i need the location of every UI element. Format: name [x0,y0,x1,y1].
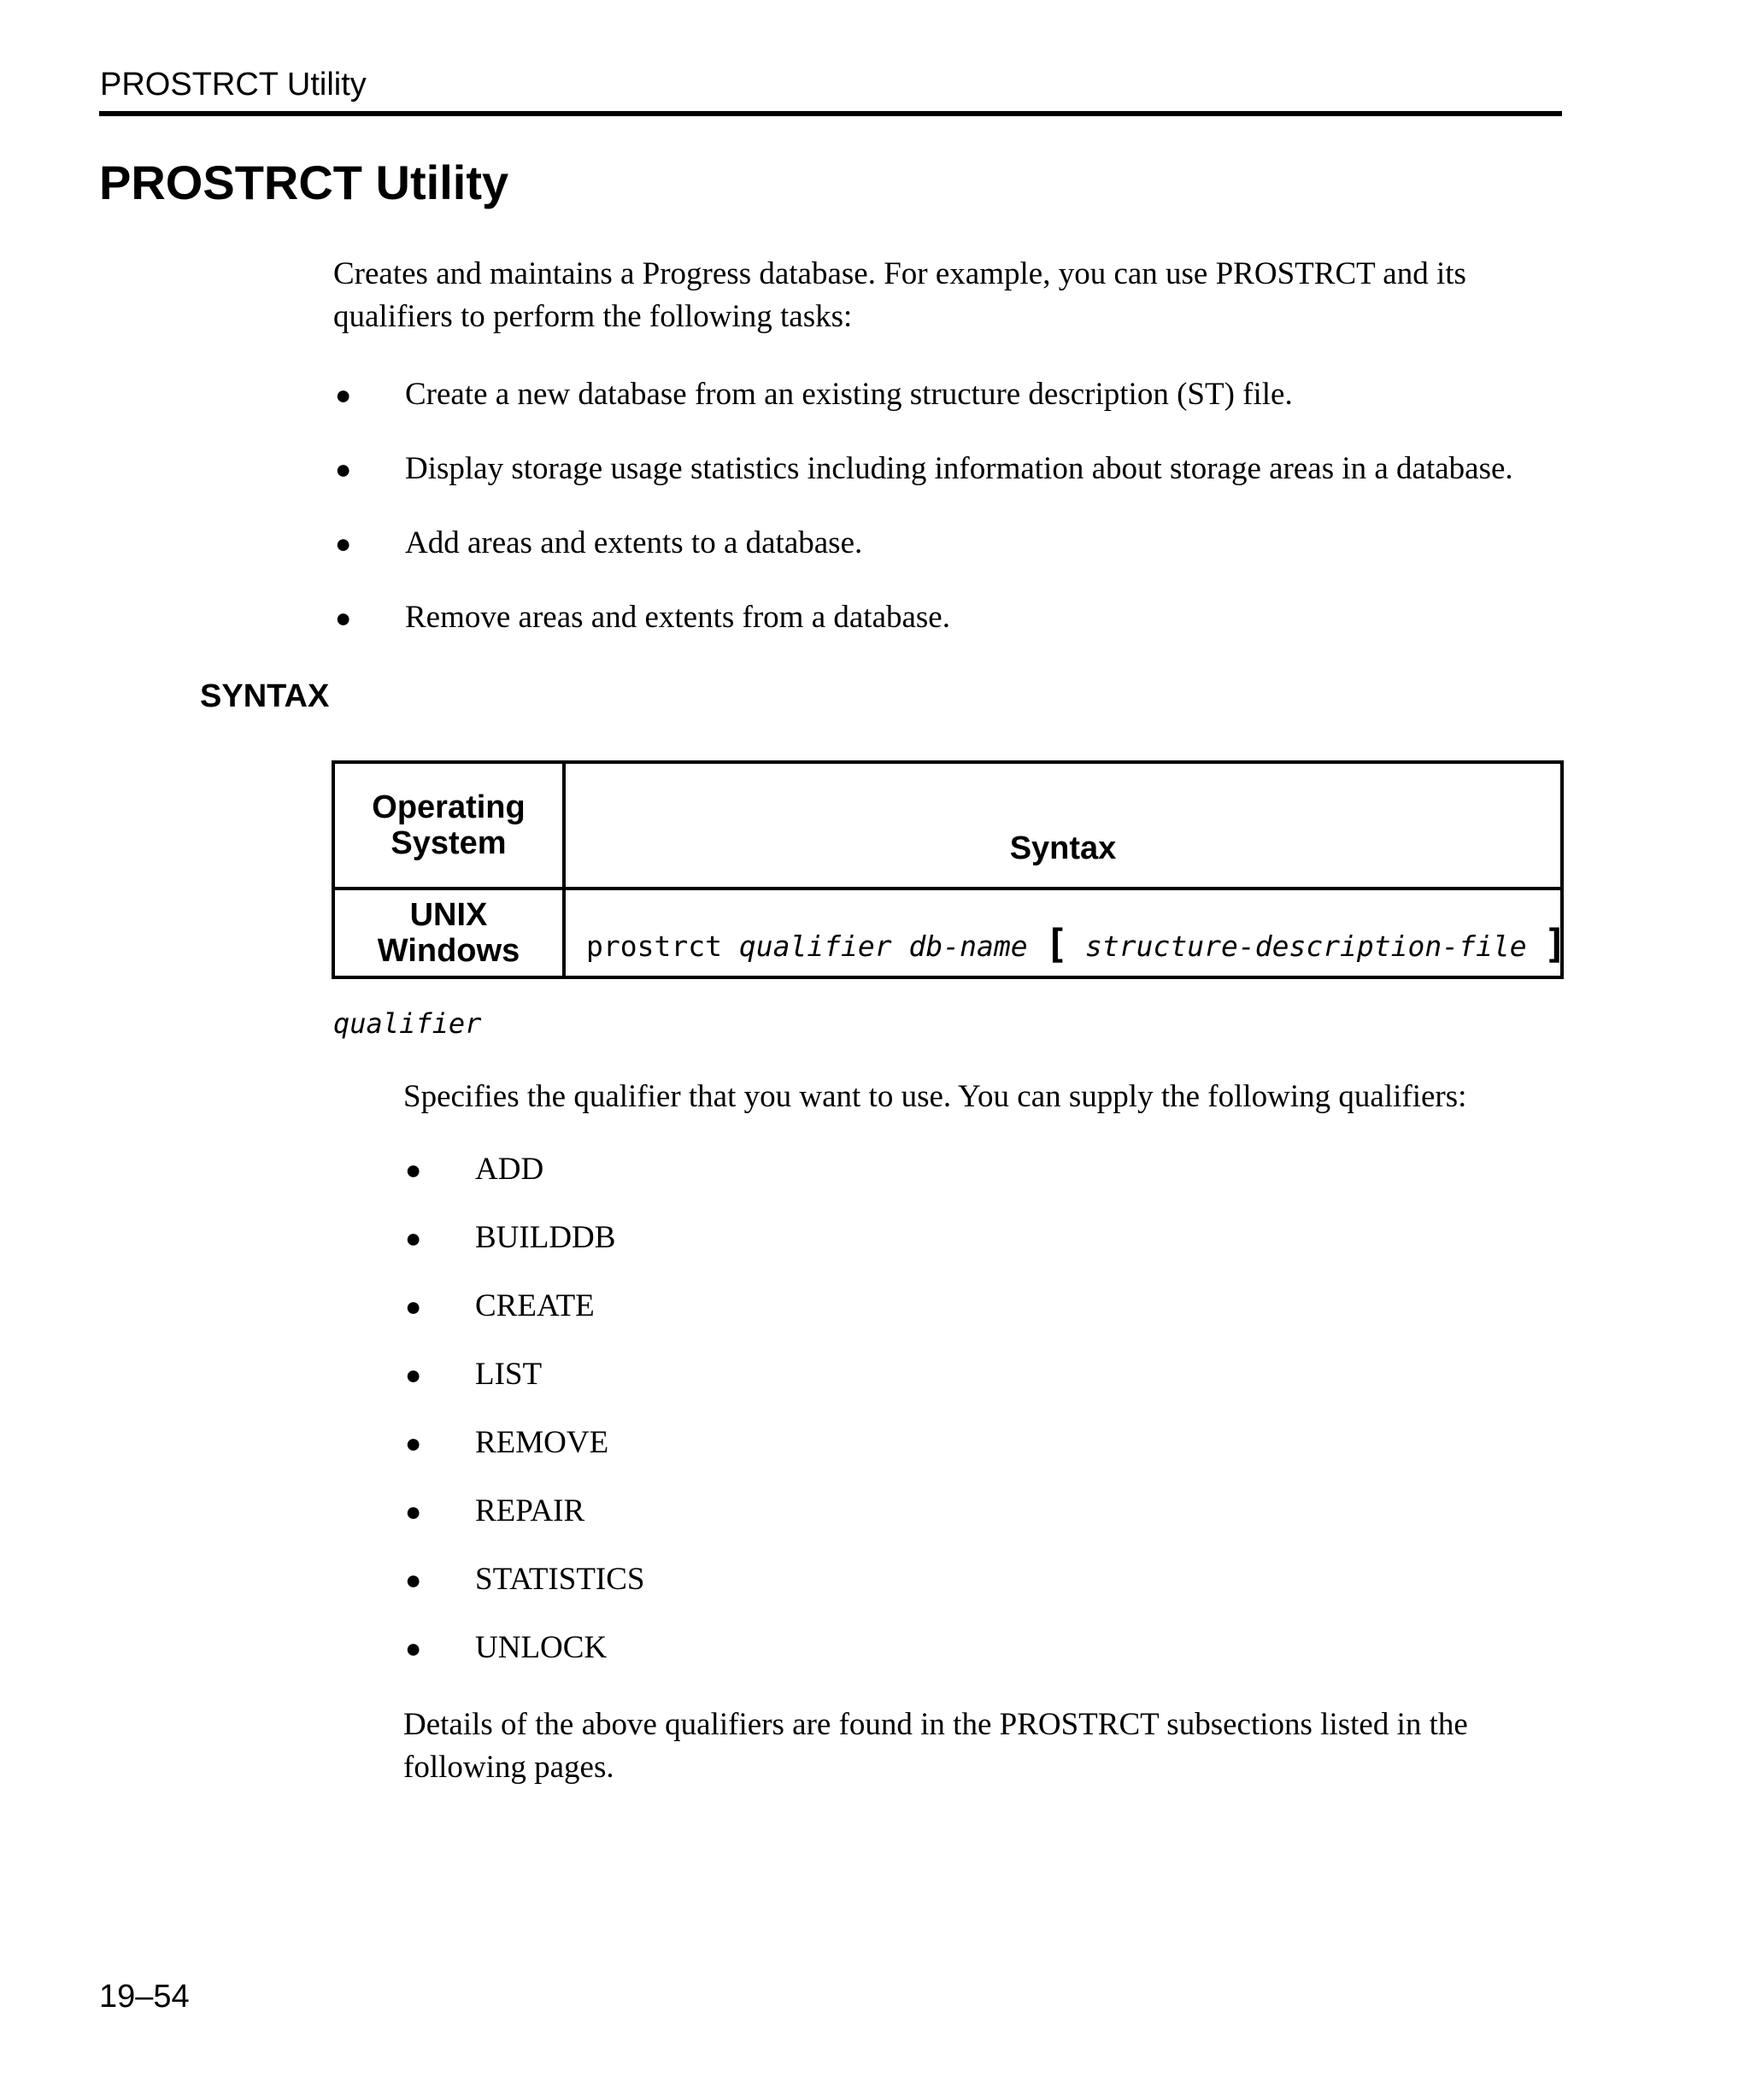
bullet-icon: ● [335,379,352,410]
qualifier-list: ● ADD ● BUILDDB ● CREATE ● LIST ● REMOVE ● REPAIR ● STATISTICS ● UNLOCK [405,1148,1089,1695]
table-header-row [333,762,1562,889]
header-rule [99,111,1562,116]
syntax-arg-structure-file: structure-description-file [1085,930,1527,963]
page-number: 19–54 [99,1979,190,2015]
header-os-line1: Operating [372,789,526,825]
task-list: ● Create a new database from an existing structure description (ST) file. ● Display storage usage statistics including information about storage areas in a database. ● Add areas and extents to a database. ● Remove areas and extents from a database. [335,373,1565,647]
intro-paragraph: Creates and maintains a Progress database. For example, you can use PROSTRCT and its qualifiers to perform the following tasks: [333,256,1466,334]
bullet-icon: ● [335,454,352,484]
qualifier-term: qualifier [333,1007,482,1040]
details-paragraph: Details of the above qualifiers are found in the PROSTRCT subsections listed in the following pages. [403,1707,1468,1785]
bullet-icon: ● [405,1564,422,1595]
syntax-cell [564,889,1568,977]
syntax-arg-qualifier: qualifier [738,930,892,963]
bullet-icon: ● [405,1428,422,1458]
bullet-icon: ● [405,1154,422,1185]
syntax-heading: SYNTAX [200,678,330,714]
syntax-command: prostrct [586,930,722,963]
syntax-table [332,760,1568,979]
page-title: PROSTRCT Utility [99,155,509,209]
qualifier-description: Specifies the qualifier that you want to use. You can supply the following qualifiers: [403,1079,1467,1114]
bullet-icon: ● [405,1496,422,1527]
running-header: PROSTRCT Utility [100,67,367,103]
os-unix: UNIX [409,897,488,933]
bullet-icon: ● [405,1359,422,1390]
table-row [333,889,1562,977]
os-windows: Windows [377,933,520,969]
header-syntax-cell: Syntax [564,762,1562,889]
syntax-arg-db-name: db-name [908,930,1028,963]
syntax-bracket-close: ] [1543,921,1568,967]
header-os-cell [333,762,564,889]
bullet-icon: ● [335,528,352,559]
bullet-icon: ● [405,1223,422,1253]
bullet-icon: ● [405,1291,422,1322]
header-os-line2: System [391,825,507,861]
syntax-bracket-open: [ [1044,921,1069,967]
bullet-icon: ● [405,1633,422,1663]
os-cell [333,889,564,977]
bullet-icon: ● [335,602,352,633]
